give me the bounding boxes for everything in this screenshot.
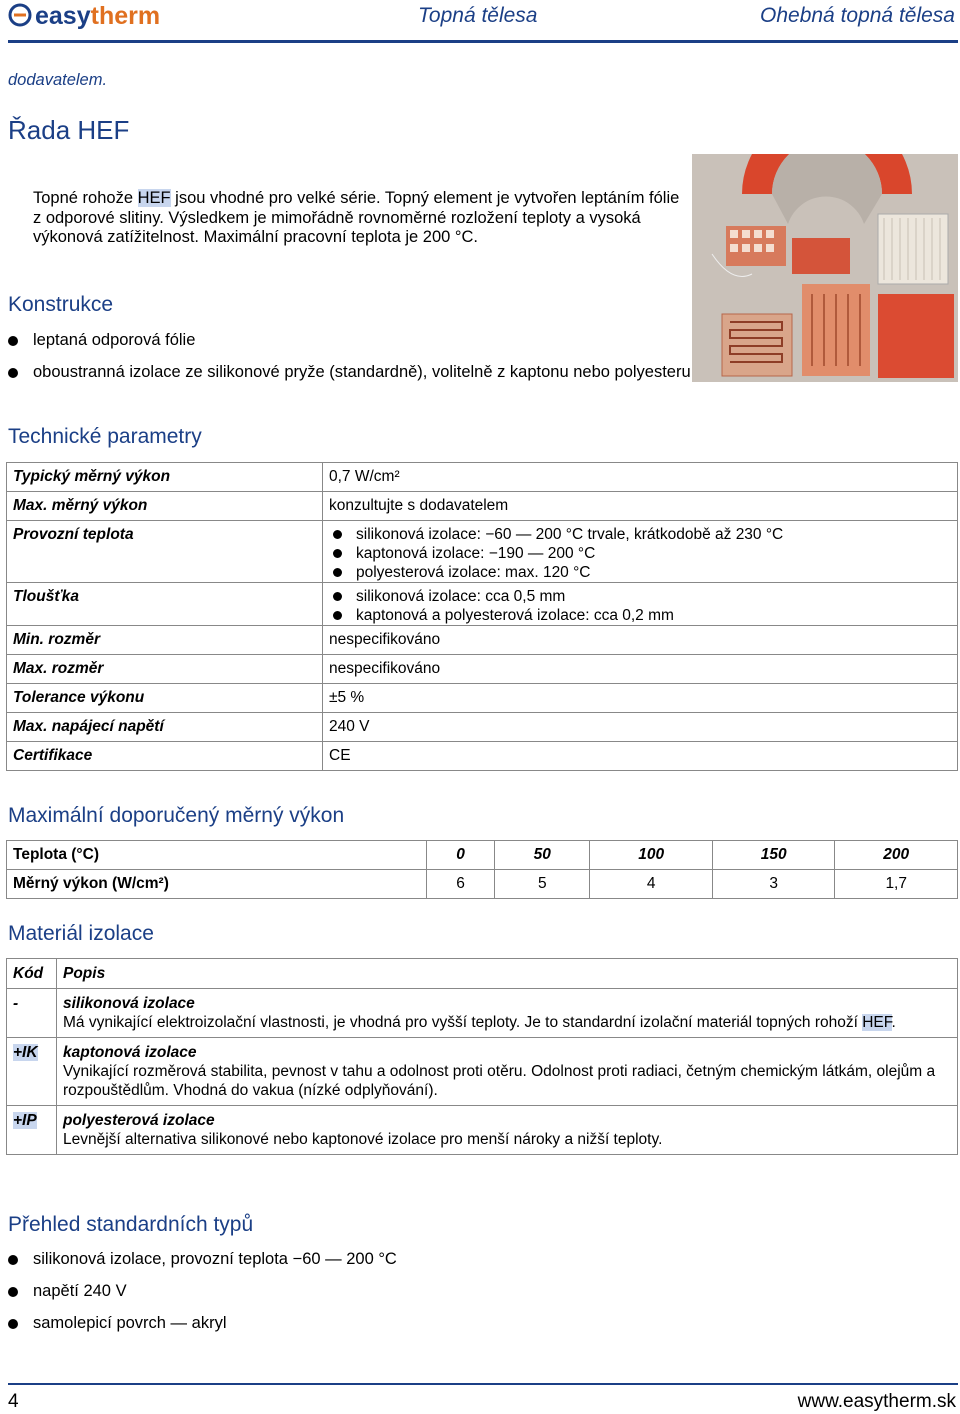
list-item: silikonová izolace: −60 — 200 °C trvale, krátkodobě až 230 °C [329, 525, 951, 544]
material-text: Vynikající rozměrová stabilita, pevnost v tahu a odolnost proti otěru. Odolnost proti radiaci, četným chemickým látkám, olejům a rozpouštědlům. Vhodná do vakua (nízké odplyňování). [63, 1063, 936, 1099]
desc-part2: jsou vhodné pro velké série. Topný element je vytvořen leptáním fólie z odporové slitiny. Výsledkem je mimořádně rovnoměrné rozložení teploty a vysoká výkonová zatížitelnost. Maximální pracovní teplota je 200 °C. [33, 189, 680, 246]
list-item: silikonová izolace: cca 0,5 mm [329, 587, 951, 606]
series-title: Řada HEF [8, 115, 130, 145]
tech-label: Max. napájecí napětí [7, 713, 323, 742]
bullet-icon [8, 368, 18, 378]
tech-value-list [323, 521, 958, 583]
table-row [7, 841, 958, 870]
power-value: 4 [590, 870, 713, 899]
material-table [6, 958, 958, 1155]
temp-value: 0 [427, 841, 495, 870]
max-power-title: Maximální doporučený měrný výkon [8, 804, 345, 827]
temp-value: 150 [712, 841, 835, 870]
logo[interactable] [8, 2, 160, 31]
bullet-icon [8, 336, 18, 346]
table-row [7, 583, 958, 626]
bullet-icon [333, 611, 342, 620]
tech-value: CE [323, 742, 958, 771]
table-row [7, 989, 958, 1038]
overview-item-text: samolepicí povrch — akryl [33, 1314, 227, 1332]
series-description [33, 189, 688, 248]
table-row [7, 870, 958, 899]
temp-value: 200 [835, 841, 958, 870]
page-number: 4 [8, 1391, 19, 1412]
list-item: kaptonová izolace: −190 — 200 °C [329, 544, 951, 563]
table-row [7, 684, 958, 713]
power-value: 5 [495, 870, 590, 899]
material-desc [57, 989, 958, 1038]
material-name: polyesterová izolace [63, 1112, 215, 1129]
tech-value: 0,7 W/cm² [323, 463, 958, 492]
list-item: polyesterová izolace: max. 120 °C [329, 563, 951, 582]
power-label: Měrný výkon (W/cm²) [7, 870, 427, 899]
overview-item-text: napětí 240 V [33, 1282, 127, 1300]
material-desc [57, 1038, 958, 1106]
material-code: +IP [7, 1106, 57, 1155]
tech-label: Provozní teplota [7, 521, 323, 583]
material-code: +IK [7, 1038, 57, 1106]
logo-easy: easy [35, 2, 91, 30]
footer-rule [8, 1383, 958, 1385]
overview-item [33, 1282, 127, 1302]
table-row [7, 713, 958, 742]
material-head-desc: Popis [57, 959, 958, 989]
desc-highlight: HEF [137, 189, 171, 207]
tech-label: Tloušťka [7, 583, 323, 626]
konstrukce-item-text: oboustranná izolace ze silikonové pryže (standardně), volitelně z kaptonu nebo polyesteru [33, 363, 691, 381]
bullet-icon [8, 1287, 18, 1297]
bullet-icon [8, 1319, 18, 1329]
bullet-icon [333, 592, 342, 601]
overview-item [33, 1314, 226, 1334]
product-photo [692, 154, 958, 382]
table-row [7, 492, 958, 521]
tech-value: konzultujte s dodavatelem [323, 492, 958, 521]
table-row [7, 521, 958, 583]
temp-label: Teplota (°C) [7, 841, 427, 870]
bullet-icon [333, 549, 342, 558]
tech-label: Max. měrný výkon [7, 492, 323, 521]
logo-icon [8, 3, 32, 27]
logo-therm: therm [90, 2, 161, 30]
material-code: - [7, 989, 57, 1038]
tech-label: Max. rozměr [7, 655, 323, 684]
table-row [7, 463, 958, 492]
table-row [7, 959, 958, 989]
power-value: 1,7 [835, 870, 958, 899]
bullet-icon [333, 530, 342, 539]
tech-title: Technické parametry [8, 425, 202, 448]
table-row [7, 742, 958, 771]
header-rule [8, 40, 958, 43]
material-text: Levnější alternativa silikonové nebo kaptonové izolace pro menší nároky a nižší teploty. [63, 1131, 663, 1148]
material-name: kaptonová izolace [63, 1044, 197, 1061]
header-link-ohebna-topna-telesa[interactable]: Ohebná topná tělesa [760, 4, 955, 27]
header-link-topna-telesa[interactable]: Topná tělesa [418, 4, 538, 27]
material-name: silikonová izolace [63, 995, 195, 1012]
konstrukce-item [33, 363, 693, 383]
table-row [7, 1106, 958, 1155]
tech-table [6, 462, 958, 771]
power-value: 3 [712, 870, 835, 899]
desc-part1: Topné rohože [33, 189, 138, 207]
konstrukce-item-text: leptaná odporová fólie [33, 331, 196, 349]
tech-value: nespecifikováno [323, 655, 958, 684]
tech-label: Certifikace [7, 742, 323, 771]
material-desc [57, 1106, 958, 1155]
footer-url[interactable]: www.easytherm.sk [797, 1391, 956, 1412]
table-row [7, 655, 958, 684]
tech-value: nespecifikováno [323, 626, 958, 655]
temp-value: 100 [590, 841, 713, 870]
overview-title: Přehled standardních typů [8, 1213, 254, 1236]
max-power-table [6, 840, 958, 899]
tech-value: 240 V [323, 713, 958, 742]
tech-label: Tolerance výkonu [7, 684, 323, 713]
tech-label: Typický měrný výkon [7, 463, 323, 492]
material-title: Materiál izolace [8, 922, 154, 945]
tech-value: ±5 % [323, 684, 958, 713]
temp-value: 50 [495, 841, 590, 870]
material-text: Má vynikající elektroizolační vlastnosti, je vhodná pro vyšší teploty. Je to standardní izolační materiál topných rohoží HEF. [63, 1014, 896, 1031]
power-value: 6 [427, 870, 495, 899]
material-head-code: Kód [7, 959, 57, 989]
overview-item [33, 1250, 397, 1270]
intro-tail: dodavatelem. [8, 71, 108, 89]
bullet-icon [8, 1255, 18, 1265]
tech-label: Min. rozměr [7, 626, 323, 655]
konstrukce-title: Konstrukce [8, 293, 114, 316]
tech-value-list [323, 583, 958, 626]
bullet-icon [333, 568, 342, 577]
table-row [7, 1038, 958, 1106]
konstrukce-item [33, 331, 688, 351]
list-item: kaptonová a polyesterová izolace: cca 0,2 mm [329, 606, 951, 625]
overview-item-text: silikonová izolace, provozní teplota −60 — 200 °C [33, 1250, 397, 1268]
table-row [7, 626, 958, 655]
